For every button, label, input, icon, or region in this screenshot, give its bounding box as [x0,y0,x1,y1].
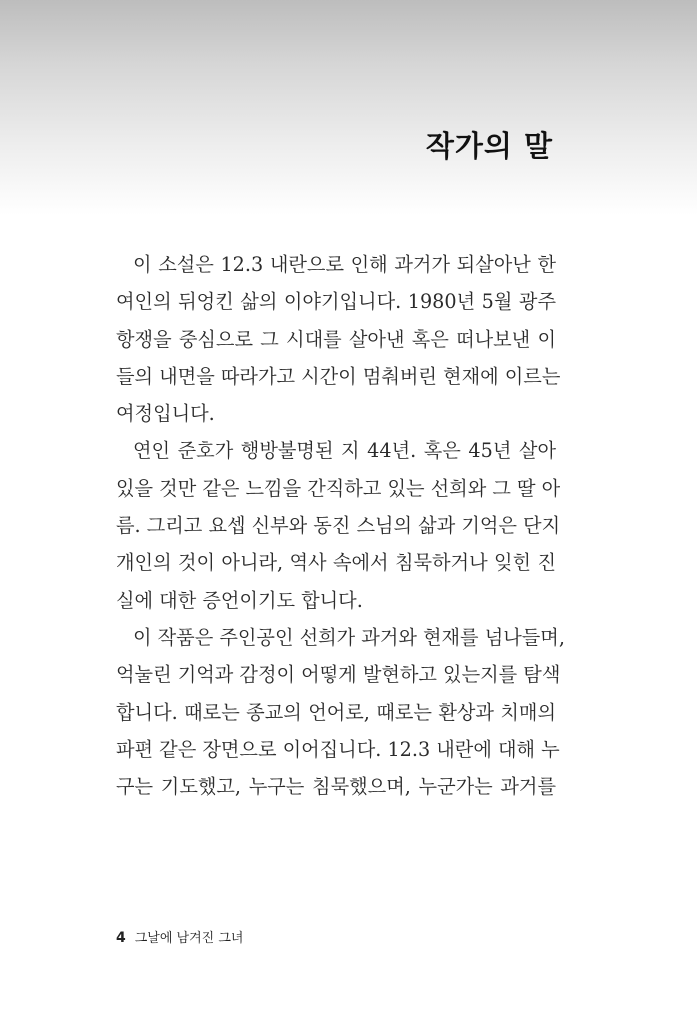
paragraph-line: 여인의 뒤엉킨 삶의 이야기입니다. 1980년 5월 광주 [116,290,556,314]
paragraph-line: 여정입니다. [116,402,215,426]
paragraph-line: 구는 기도했고, 누구는 침묵했으며, 누군가는 과거를 [116,775,556,799]
page-number: 4 [116,930,126,946]
running-title: 그날에 남겨진 그녀 [134,931,244,946]
paragraph-line: 들의 내면을 따라가고 시간이 멈춰버린 현재에 이르는 [116,364,561,388]
page-footer [116,927,243,946]
paragraph-line: 이 작품은 주인공인 선희가 과거와 현재를 넘나들며, [133,625,565,649]
paragraph-line: 파편 같은 장면으로 이어집니다. 12.3 내란에 대해 누 [116,737,560,761]
paragraph-line: 합니다. 때로는 종교의 언어로, 때로는 환상과 치매의 [116,700,556,724]
header-gradient-band [0,0,697,215]
paragraph-line: 억눌린 기억과 감정이 어떻게 발현하고 있는지를 탐색 [116,663,561,687]
paragraph-line: 이 소설은 12.3 내란으로 인해 과거가 되살아난 한 [133,253,556,276]
paragraph-line: 항쟁을 중심으로 그 시대를 살아낸 혹은 떠나보낸 이 [116,327,556,351]
paragraph-line: 실에 대한 증언이기도 합니다. [116,588,363,612]
paragraph-line: 있을 것만 같은 느낌을 간직하고 있는 선희와 그 딸 아 [116,476,561,500]
chapter-title: 작가의 말 [425,129,553,163]
paragraph-line: 연인 준호가 행방불명된 지 44년. 혹은 45년 살아 [133,439,556,463]
body-text [116,246,565,805]
paragraph-line: 개인의 것이 아니라, 역사 속에서 침묵하거나 잊힌 진 [116,551,556,575]
paragraph-line: 름. 그리고 요셉 신부와 동진 스님의 삶과 기억은 단지 [116,514,561,538]
